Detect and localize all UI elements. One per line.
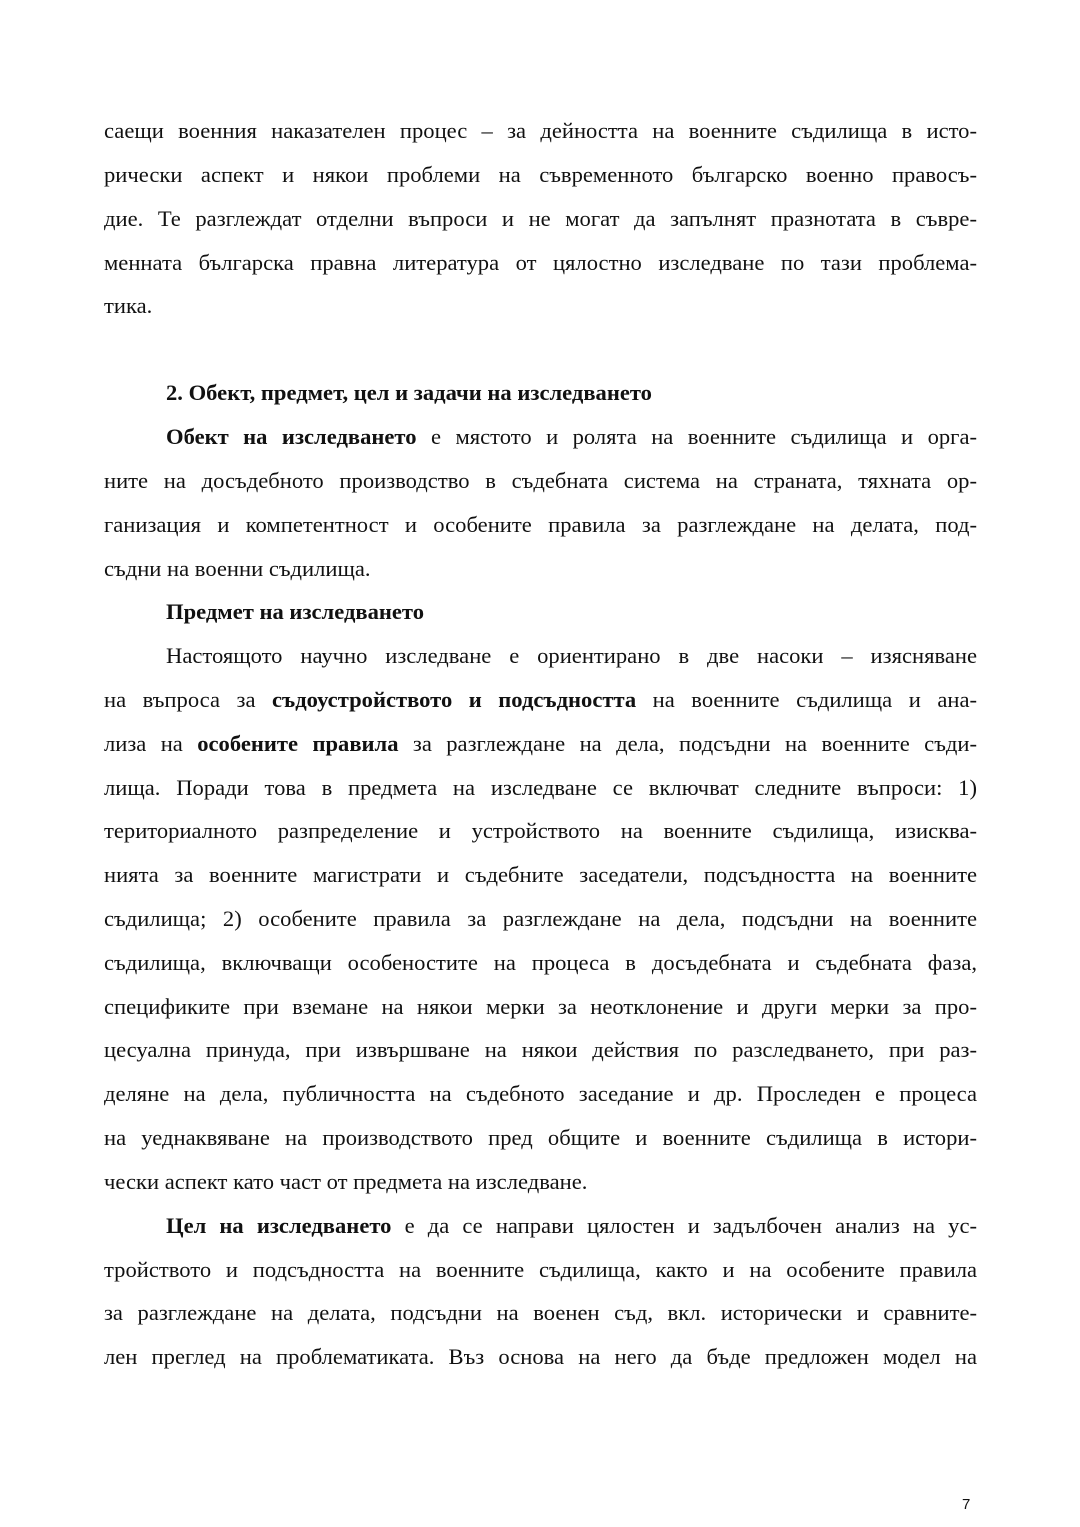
- subject-line-part: на въпроса за: [104, 687, 273, 712]
- subject-line: [104, 685, 977, 715]
- intro-line: менната българска правна литература от цялостно изследване по тази проблема-: [104, 250, 977, 275]
- subject-line: Настоящото научно изследване е ориентирано в две насоки – изясняване: [166, 643, 977, 668]
- goal-lead: Цел на изследването: [166, 1213, 392, 1238]
- object-line: [166, 422, 977, 452]
- intro-line: дие. Те разглеждат отделни въпроси и не могат да запълнят празнотата в съвре-: [104, 206, 977, 231]
- subject-line-part: за разглеждане на дела, подсъдни на военните съди-: [398, 731, 977, 756]
- subject-line: чески аспект като част от предмета на изследване.: [104, 1169, 588, 1194]
- subject-line-part: на военните съдилища и ана-: [636, 687, 978, 712]
- subject-line-bold: съдоустройството и подсъдността: [272, 687, 637, 712]
- page-number: 7: [962, 1496, 971, 1513]
- intro-line: тика.: [104, 293, 153, 318]
- subject-line: съдилища; 2) особените правила за разглеждане на дела, подсъдни на военните: [104, 906, 977, 931]
- goal-line: лен преглед на проблематиката. Въз основа на него да бъде предложен модел на: [104, 1344, 977, 1369]
- object-lead: Обект на изследването: [166, 424, 417, 449]
- object-line-rest: е мястото и ролята на военните съдилища и орга-: [416, 424, 977, 449]
- subject-line: цесуална принуда, при извършване на някои действия по разследването, при раз-: [104, 1037, 977, 1062]
- object-line: ганизация и компетентност и особените правила за разглеждане на делата, под-: [104, 512, 977, 537]
- subject-line: териториалното разпределение и устройството на военните съдилища, изисква-: [104, 818, 977, 843]
- subject-line: нията за военните магистрати и съдебните заседатели, подсъдността на военните: [104, 862, 977, 887]
- subject-line: спецификите при вземане на някои мерки за неотклонение и други мерки за про-: [104, 994, 977, 1019]
- goal-line-rest: е да се направи цялостен и задълбочен анализ на ус-: [391, 1213, 977, 1238]
- intro-line: рически аспект и някои проблеми на съвременното българско военно правосъ-: [104, 162, 977, 187]
- subject-line: на уеднаквяване на производството пред общите и военните съдилища в истори-: [104, 1125, 977, 1150]
- object-line: ните на досъдебното производство в съдебната система на страната, тяхната ор-: [104, 468, 977, 493]
- object-line: съдни на военни съдилища.: [104, 556, 371, 581]
- subject-line: деляне на дела, публичността на съдебното заседание и др. Проследен е процеса: [104, 1081, 977, 1106]
- subject-line: [104, 729, 977, 759]
- subject-line: лища. Поради това в предмета на изследване се включват следните въпроси: 1): [104, 775, 977, 800]
- intro-line: саещи военния наказателен процес – за дейността на военните съдилища в исто-: [104, 118, 977, 143]
- subject-line-part: лиза на: [104, 731, 198, 756]
- section-heading: 2. Обект, предмет, цел и задачи на изследването: [166, 380, 652, 405]
- subject-heading: Предмет на изследването: [166, 599, 425, 624]
- goal-line: [166, 1211, 977, 1241]
- goal-line: за разглеждане на делата, подсъдни на военен съд, вкл. исторически и сравните-: [104, 1300, 977, 1325]
- subject-line-bold: особените правила: [197, 731, 399, 756]
- goal-line: тройството и подсъдността на военните съдилища, както и на особените правила: [104, 1257, 977, 1282]
- subject-line: съдилища, включващи особеностите на процеса в досъдебната и съдебната фаза,: [104, 950, 977, 975]
